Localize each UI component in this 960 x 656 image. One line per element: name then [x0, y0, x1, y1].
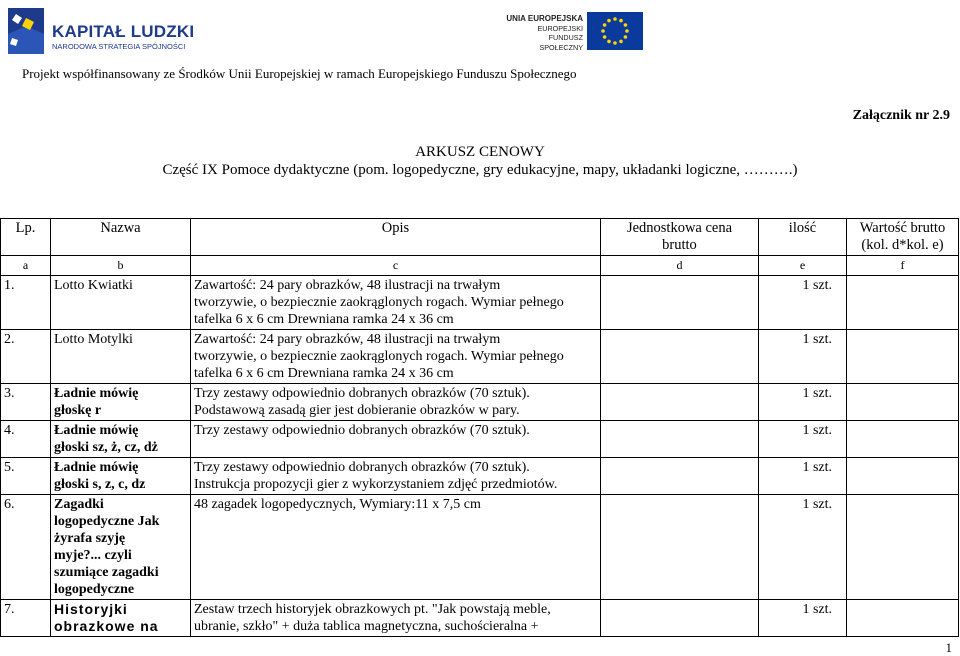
row-name-line: myje?... czyli	[54, 548, 132, 563]
row-description-line: 48 zagadek logopedycznych, Wymiary:11 x 7,5 cm	[194, 497, 481, 512]
eu-logo-line1: UNIA EUROPEJSKA	[506, 14, 583, 23]
table-header-row	[1, 219, 959, 256]
column-letter: d	[601, 256, 759, 276]
row-name-line: obrazkowe na	[54, 618, 159, 634]
row-value	[847, 384, 959, 421]
table-row	[1, 384, 959, 421]
header-lp: Lp.	[1, 219, 51, 256]
row-description	[191, 600, 601, 637]
row-lp: 3.	[1, 384, 51, 421]
column-letter: c	[191, 256, 601, 276]
eu-flag-icon	[587, 12, 643, 50]
row-value	[847, 495, 959, 600]
row-description-line: Instrukcja propozycji gier z wykorzystaniem zdjęć przedmiotów.	[194, 477, 558, 492]
header-quantity: ilość	[759, 219, 847, 256]
row-name	[51, 495, 191, 600]
row-name	[51, 384, 191, 421]
row-unit-price	[601, 330, 759, 384]
row-name	[51, 330, 191, 384]
project-funding-line: Projekt współfinansowany ze Środków Unii Europejskiej w ramach Europejskiego Funduszu Społecznego	[22, 66, 577, 81]
row-name-line: szumiące zagadki	[54, 565, 159, 580]
row-description-line: Trzy zestawy odpowiednio dobranych obrazków (70 sztuk).	[194, 386, 530, 401]
eu-logo-line3: FUNDUSZ SPOŁECZNY	[539, 33, 583, 52]
header-description: Opis	[191, 219, 601, 256]
column-letter: f	[847, 256, 959, 276]
table-row	[1, 276, 959, 330]
row-value	[847, 330, 959, 384]
row-description	[191, 330, 601, 384]
header-value-line1: Wartość brutto	[859, 220, 946, 236]
row-description	[191, 495, 601, 600]
column-letter: e	[759, 256, 847, 276]
row-name-line: Ładnie mówię	[54, 460, 139, 475]
row-lp: 2.	[1, 330, 51, 384]
row-description-line: tworzywie, o bezpiecznie zaokrąglonych rogach. Wymiar pełnego	[194, 295, 564, 310]
column-letters-row	[1, 256, 959, 276]
row-name-line: Ładnie mówię	[54, 386, 139, 401]
row-unit-price	[601, 384, 759, 421]
table-row	[1, 330, 959, 384]
row-name	[51, 600, 191, 637]
header-unit-price-line1: Jednostkowa cena	[626, 220, 733, 236]
row-lp: 7.	[1, 600, 51, 637]
row-name-line: Zagadki	[54, 497, 104, 512]
row-name-line: logopedyczne Jak	[54, 514, 160, 529]
row-quantity: 1 szt.	[759, 600, 847, 637]
sheet-title: ARKUSZ CENOWY	[415, 144, 545, 160]
row-quantity: 1 szt.	[759, 276, 847, 330]
row-name-line: logopedyczne	[54, 582, 135, 597]
row-name-line: głoskę r	[54, 403, 102, 418]
row-name-line: Ładnie mówię	[54, 423, 139, 438]
row-name-line: Lotto Kwiatki	[54, 278, 133, 293]
eu-logo	[505, 12, 645, 52]
row-name-line: głoski s, z, c, dz	[54, 477, 146, 492]
price-table	[0, 218, 959, 637]
row-quantity: 1 szt.	[759, 384, 847, 421]
row-unit-price	[601, 600, 759, 637]
sheet-subtitle: Część IX Pomoce dydaktyczne (pom. logopedyczne, gry edukacyjne, mapy, układanki logiczne, ……….)	[162, 162, 798, 178]
row-quantity: 1 szt.	[759, 495, 847, 600]
row-description-line: tworzywie, o bezpiecznie zaokrąglonych rogach. Wymiar pełnego	[194, 349, 564, 364]
kapital-ludzki-emblem-icon	[4, 4, 48, 60]
row-name	[51, 421, 191, 458]
column-letter: a	[1, 256, 51, 276]
row-name-line: głoski sz, ż, cz, dż	[54, 440, 158, 455]
row-description-line: ubranie, szkło" + duża tablica magnetyczna, suchościeralna +	[194, 619, 539, 634]
row-quantity: 1 szt.	[759, 421, 847, 458]
row-name	[51, 276, 191, 330]
header-unit-price-line2: brutto	[662, 237, 697, 253]
page-number: 1	[945, 640, 952, 655]
column-letter: b	[51, 256, 191, 276]
eu-logo-line2: EUROPEJSKI	[537, 23, 583, 33]
row-description-line: Trzy zestawy odpowiednio dobranych obrazków (70 sztuk).	[194, 423, 530, 438]
row-description	[191, 384, 601, 421]
row-unit-price	[601, 458, 759, 495]
row-lp: 6.	[1, 495, 51, 600]
row-value	[847, 458, 959, 495]
row-name-line: Historyjki	[54, 601, 128, 617]
kapital-ludzki-logo	[4, 4, 195, 60]
row-quantity: 1 szt.	[759, 458, 847, 495]
row-description	[191, 458, 601, 495]
eu-logo-text	[505, 14, 583, 52]
kapital-ludzki-title: KAPITAŁ LUDZKI	[52, 22, 195, 41]
row-description-line: tafelka 6 x 6 cm Drewniana ramka 24 x 36 cm	[194, 312, 454, 327]
table-row	[1, 421, 959, 458]
row-name-line: Lotto Motylki	[54, 332, 133, 347]
row-lp: 4.	[1, 421, 51, 458]
row-unit-price	[601, 495, 759, 600]
row-unit-price	[601, 421, 759, 458]
row-value	[847, 600, 959, 637]
table-row	[1, 458, 959, 495]
row-description-line: Podstawową zasadą gier jest dobieranie obrazków w pary.	[194, 403, 520, 418]
row-value	[847, 276, 959, 330]
header-value	[847, 219, 959, 256]
header-value-line2: (kol. d*kol. e)	[861, 237, 944, 253]
row-name-line: żyrafa szyję	[54, 531, 126, 546]
row-description-line: Zestaw trzech historyjek obrazkowych pt. "Jak powstają meble,	[194, 602, 551, 617]
row-description	[191, 276, 601, 330]
row-description-line: tafelka 6 x 6 cm Drewniana ramka 24 x 36 cm	[194, 366, 454, 381]
row-value	[847, 421, 959, 458]
table-row	[1, 495, 959, 600]
annex-label: Załącznik nr 2.9	[852, 108, 950, 123]
row-description-line: Trzy zestawy odpowiednio dobranych obrazków (70 sztuk).	[194, 460, 530, 475]
header-unit-price	[601, 219, 759, 256]
kapital-ludzki-subtitle: NARODOWA STRATEGIA SPÓJNOŚCI	[52, 42, 186, 51]
row-lp: 5.	[1, 458, 51, 495]
header-name: Nazwa	[51, 219, 191, 256]
row-lp: 1.	[1, 276, 51, 330]
table-row	[1, 600, 959, 637]
row-description-line: Zawartość: 24 pary obrazków, 48 ilustracji na trwałym	[194, 278, 501, 293]
row-unit-price	[601, 276, 759, 330]
row-description-line: Zawartość: 24 pary obrazków, 48 ilustracji na trwałym	[194, 332, 501, 347]
row-description	[191, 421, 601, 458]
row-name	[51, 458, 191, 495]
row-quantity: 1 szt.	[759, 330, 847, 384]
